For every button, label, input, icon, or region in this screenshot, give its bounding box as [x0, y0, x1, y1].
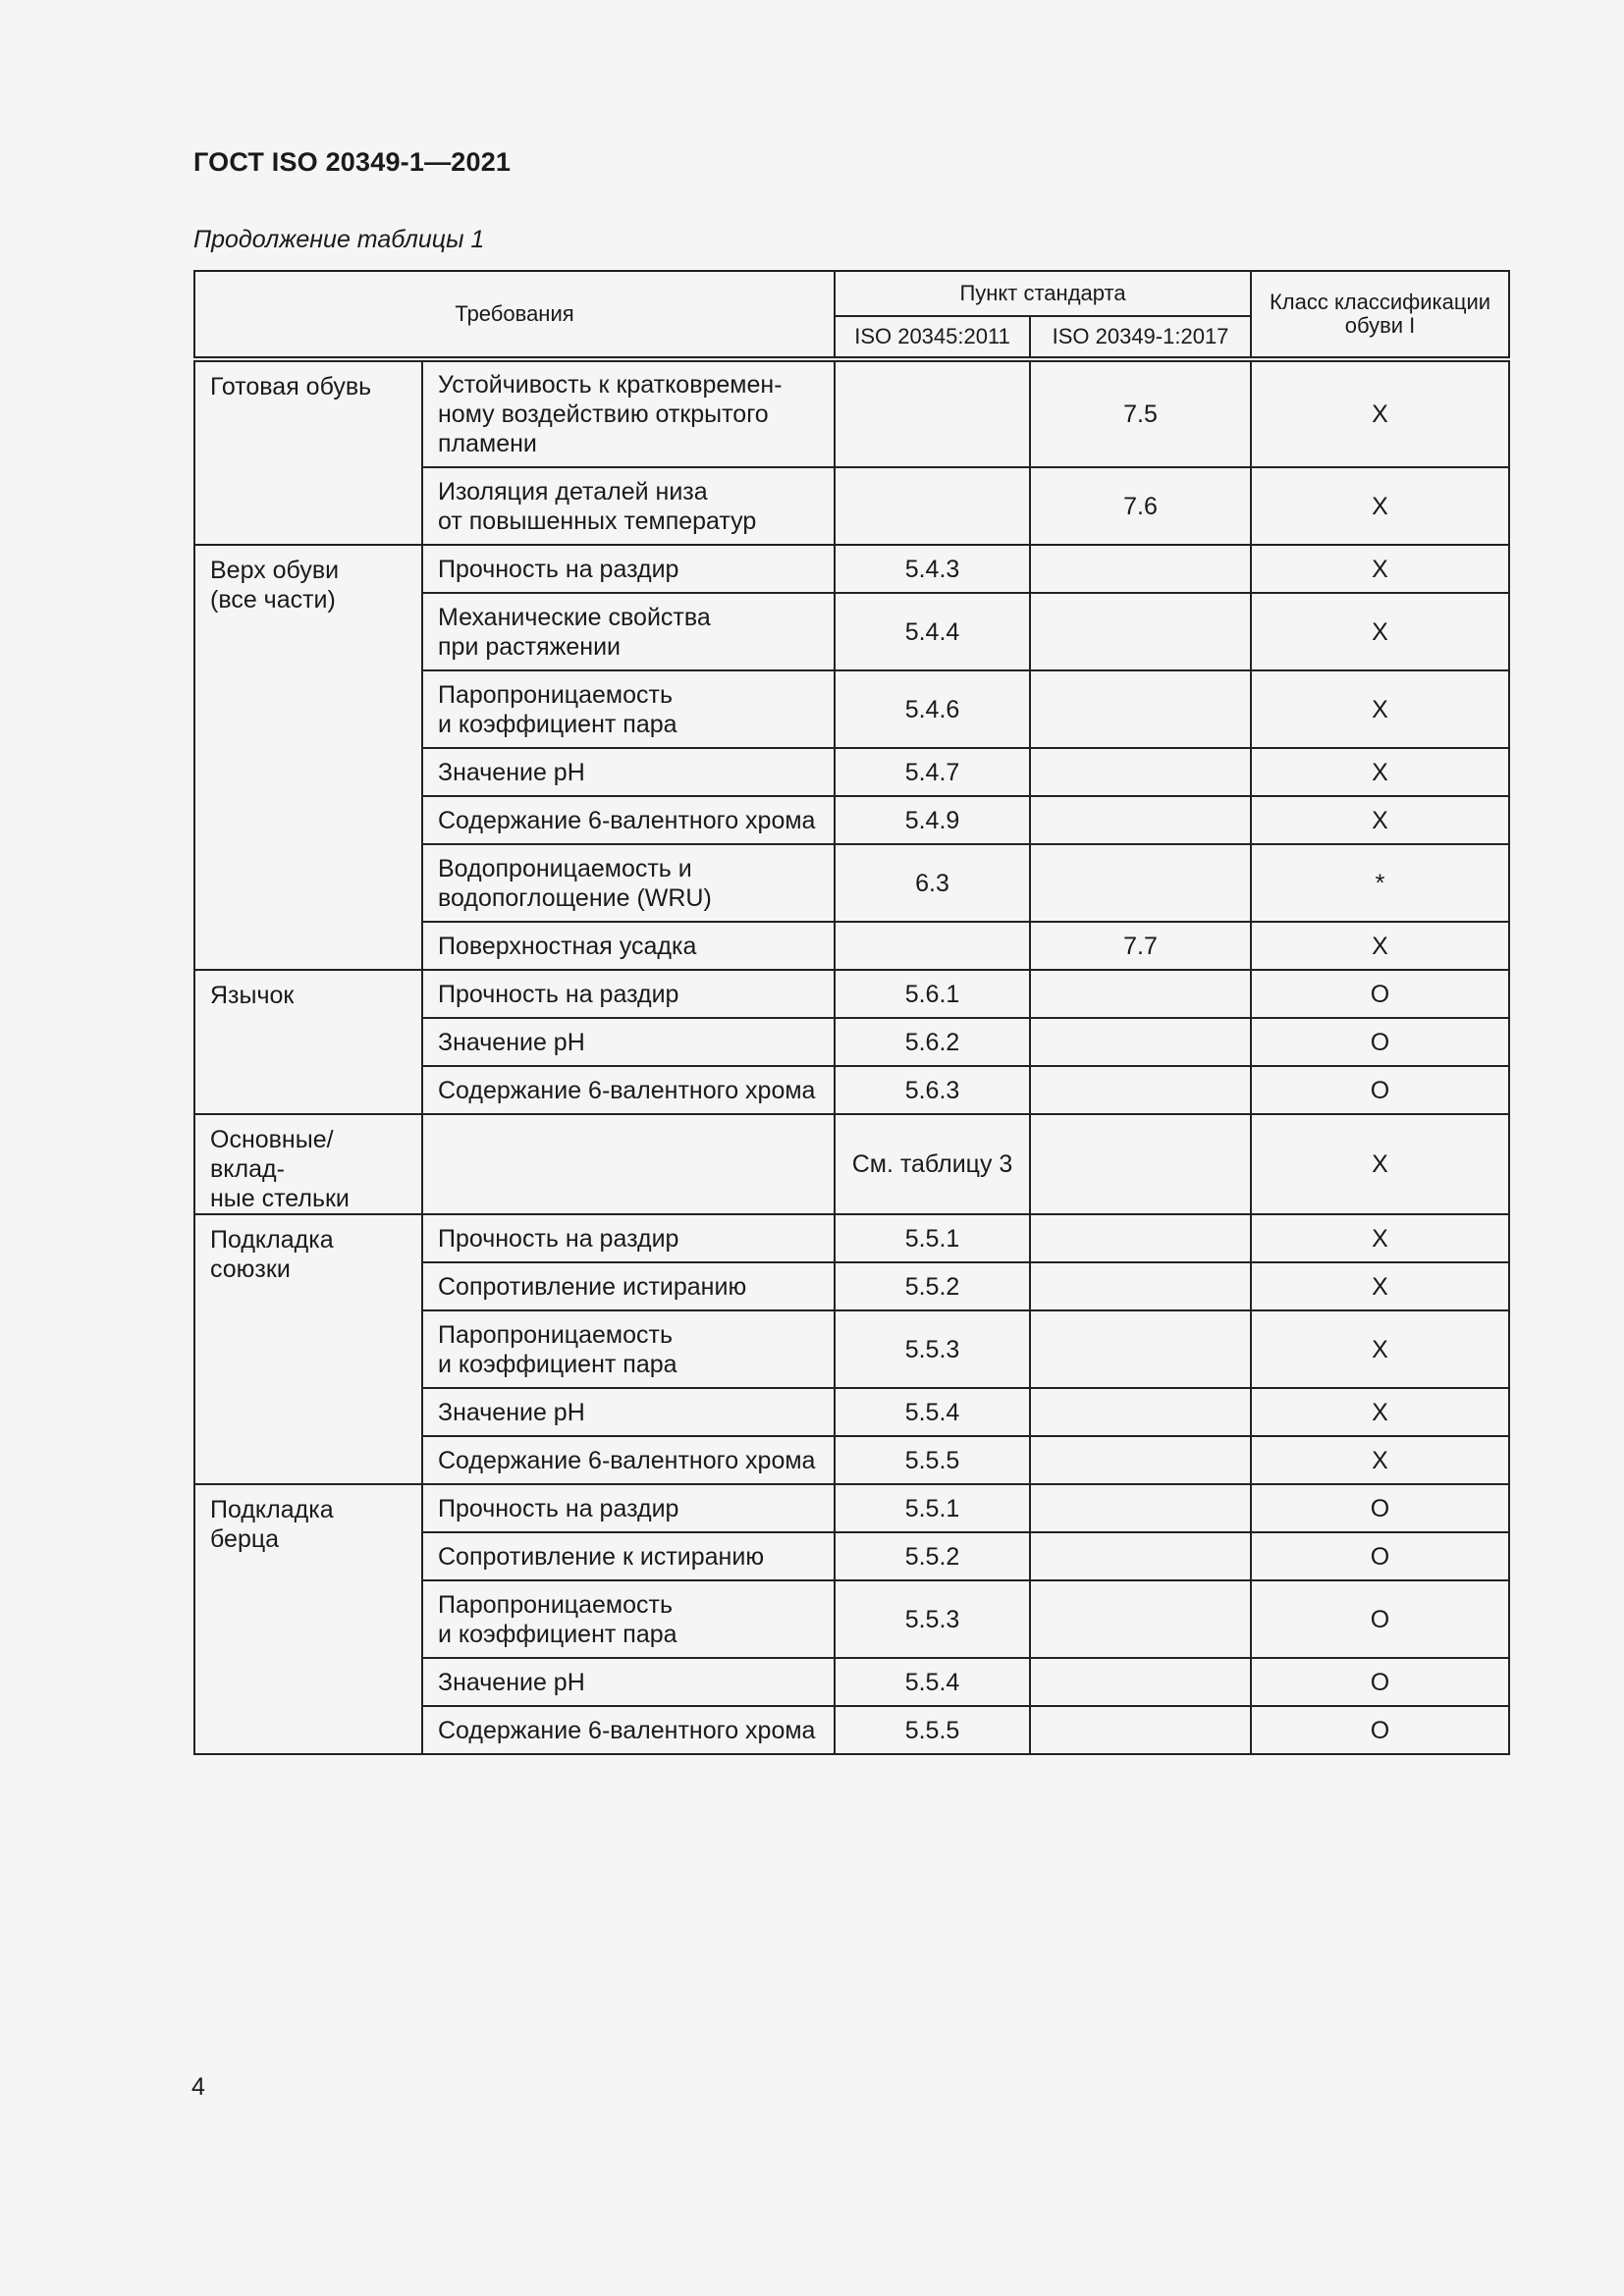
table-row — [194, 1114, 1509, 1214]
iso-20345-cell: См. таблицу 3 — [835, 1114, 1030, 1214]
requirement-cell — [422, 1114, 835, 1214]
class-cell: O — [1251, 1706, 1509, 1754]
iso-20345-cell: 5.5.3 — [835, 1580, 1030, 1658]
iso-20349-cell — [1030, 1580, 1251, 1658]
iso-20349-cell — [1030, 844, 1251, 922]
iso-20345-cell: 5.4.9 — [835, 796, 1030, 844]
header-iso-20345: ISO 20345:2011 — [835, 316, 1030, 359]
iso-20345-cell — [835, 467, 1030, 545]
group-name: Язычок — [194, 970, 422, 1114]
requirement-cell: Изоляция деталей низа от повышенных температур — [422, 467, 835, 545]
requirements-table — [193, 270, 1510, 1755]
requirement-cell: Содержание 6-валентного хрома — [422, 1436, 835, 1484]
class-cell: O — [1251, 1018, 1509, 1066]
iso-20349-cell — [1030, 748, 1251, 796]
requirement-cell: Прочность на раздир — [422, 545, 835, 593]
requirement-cell: Прочность на раздир — [422, 1484, 835, 1532]
requirement-cell: Сопротивление к истиранию — [422, 1532, 835, 1580]
requirement-cell: Содержание 6-валентного хрома — [422, 1706, 835, 1754]
requirement-cell: Содержание 6-валентного хрома — [422, 796, 835, 844]
group-name: Основные/вклад- ные стельки — [194, 1114, 422, 1214]
class-cell: X — [1251, 1388, 1509, 1436]
iso-20345-cell: 5.5.2 — [835, 1532, 1030, 1580]
iso-20349-cell — [1030, 1658, 1251, 1706]
iso-20345-cell: 5.6.1 — [835, 970, 1030, 1018]
table-row — [194, 1214, 1509, 1262]
requirement-cell: Устойчивость к кратковремен- ному воздействию открытого пламени — [422, 359, 835, 467]
requirement-cell: Прочность на раздир — [422, 1214, 835, 1262]
iso-20349-cell — [1030, 1114, 1251, 1214]
class-cell: X — [1251, 748, 1509, 796]
class-cell: O — [1251, 1532, 1509, 1580]
table-row — [194, 1484, 1509, 1532]
iso-20345-cell — [835, 359, 1030, 467]
iso-20349-cell — [1030, 545, 1251, 593]
requirement-cell: Значение рН — [422, 1388, 835, 1436]
class-cell: X — [1251, 1214, 1509, 1262]
iso-20349-cell: 7.6 — [1030, 467, 1251, 545]
class-cell: X — [1251, 670, 1509, 748]
class-cell: O — [1251, 1066, 1509, 1114]
requirement-cell: Сопротивление истиранию — [422, 1262, 835, 1310]
iso-20345-cell: 5.5.2 — [835, 1262, 1030, 1310]
iso-20345-cell: 5.6.2 — [835, 1018, 1030, 1066]
class-cell: * — [1251, 844, 1509, 922]
iso-20345-cell — [835, 922, 1030, 970]
class-cell: O — [1251, 1484, 1509, 1532]
iso-20345-cell: 5.5.4 — [835, 1388, 1030, 1436]
iso-20349-cell — [1030, 1214, 1251, 1262]
class-cell: X — [1251, 1262, 1509, 1310]
group-name: Готовая обувь — [194, 359, 422, 545]
iso-20345-cell: 5.5.4 — [835, 1658, 1030, 1706]
table-row — [194, 970, 1509, 1018]
requirement-cell: Механические свойства при растяжении — [422, 593, 835, 670]
requirement-cell: Паропроницаемость и коэффициент пара — [422, 1580, 835, 1658]
class-cell: O — [1251, 1658, 1509, 1706]
iso-20349-cell — [1030, 1262, 1251, 1310]
group-name: Подкладка берца — [194, 1484, 422, 1754]
header-standard-clause: Пункт стандарта — [835, 271, 1251, 316]
iso-20349-cell: 7.5 — [1030, 359, 1251, 467]
iso-20349-cell — [1030, 1018, 1251, 1066]
iso-20349-cell — [1030, 796, 1251, 844]
iso-20349-cell — [1030, 1388, 1251, 1436]
iso-20345-cell: 5.5.5 — [835, 1706, 1030, 1754]
class-cell: X — [1251, 593, 1509, 670]
iso-20345-cell: 5.4.7 — [835, 748, 1030, 796]
requirement-cell: Паропроницаемость и коэффициент пара — [422, 1310, 835, 1388]
iso-20345-cell: 5.5.5 — [835, 1436, 1030, 1484]
requirement-cell: Водопроницаемость и водопоглощение (WRU) — [422, 844, 835, 922]
iso-20345-cell: 5.4.4 — [835, 593, 1030, 670]
class-cell: X — [1251, 545, 1509, 593]
iso-20349-cell — [1030, 1484, 1251, 1532]
header-classification: Класс классификации обуви I — [1251, 271, 1509, 359]
iso-20345-cell: 6.3 — [835, 844, 1030, 922]
class-cell: X — [1251, 359, 1509, 467]
header-requirements: Требования — [194, 271, 835, 359]
page-number: 4 — [191, 2073, 205, 2101]
requirement-cell: Значение рН — [422, 1658, 835, 1706]
class-cell: O — [1251, 1580, 1509, 1658]
class-cell: X — [1251, 922, 1509, 970]
requirement-cell: Паропроницаемость и коэффициент пара — [422, 670, 835, 748]
iso-20345-cell: 5.5.3 — [835, 1310, 1030, 1388]
iso-20349-cell — [1030, 1706, 1251, 1754]
iso-20345-cell: 5.5.1 — [835, 1484, 1030, 1532]
iso-20349-cell — [1030, 1310, 1251, 1388]
class-cell: O — [1251, 970, 1509, 1018]
document-header: ГОСТ ISO 20349-1—2021 — [193, 147, 512, 177]
iso-20349-cell — [1030, 593, 1251, 670]
table-row — [194, 545, 1509, 593]
iso-20345-cell: 5.5.1 — [835, 1214, 1030, 1262]
requirement-cell: Значение рН — [422, 1018, 835, 1066]
table-caption: Продолжение таблицы 1 — [193, 226, 485, 253]
requirement-cell: Содержание 6-валентного хрома — [422, 1066, 835, 1114]
class-cell: X — [1251, 1114, 1509, 1214]
class-cell: X — [1251, 1310, 1509, 1388]
class-cell: X — [1251, 467, 1509, 545]
group-name: Верх обуви (все части) — [194, 545, 422, 970]
table-body — [194, 359, 1509, 1754]
requirement-cell: Поверхностная усадка — [422, 922, 835, 970]
header-iso-20349: ISO 20349-1:2017 — [1030, 316, 1251, 359]
iso-20349-cell — [1030, 970, 1251, 1018]
iso-20349-cell: 7.7 — [1030, 922, 1251, 970]
class-cell: X — [1251, 1436, 1509, 1484]
iso-20345-cell: 5.6.3 — [835, 1066, 1030, 1114]
group-name: Подкладка союзки — [194, 1214, 422, 1484]
iso-20349-cell — [1030, 670, 1251, 748]
iso-20349-cell — [1030, 1532, 1251, 1580]
iso-20345-cell: 5.4.3 — [835, 545, 1030, 593]
iso-20349-cell — [1030, 1436, 1251, 1484]
iso-20345-cell: 5.4.6 — [835, 670, 1030, 748]
requirement-cell: Прочность на раздир — [422, 970, 835, 1018]
class-cell: X — [1251, 796, 1509, 844]
iso-20349-cell — [1030, 1066, 1251, 1114]
table-row — [194, 359, 1509, 467]
requirement-cell: Значение рН — [422, 748, 835, 796]
